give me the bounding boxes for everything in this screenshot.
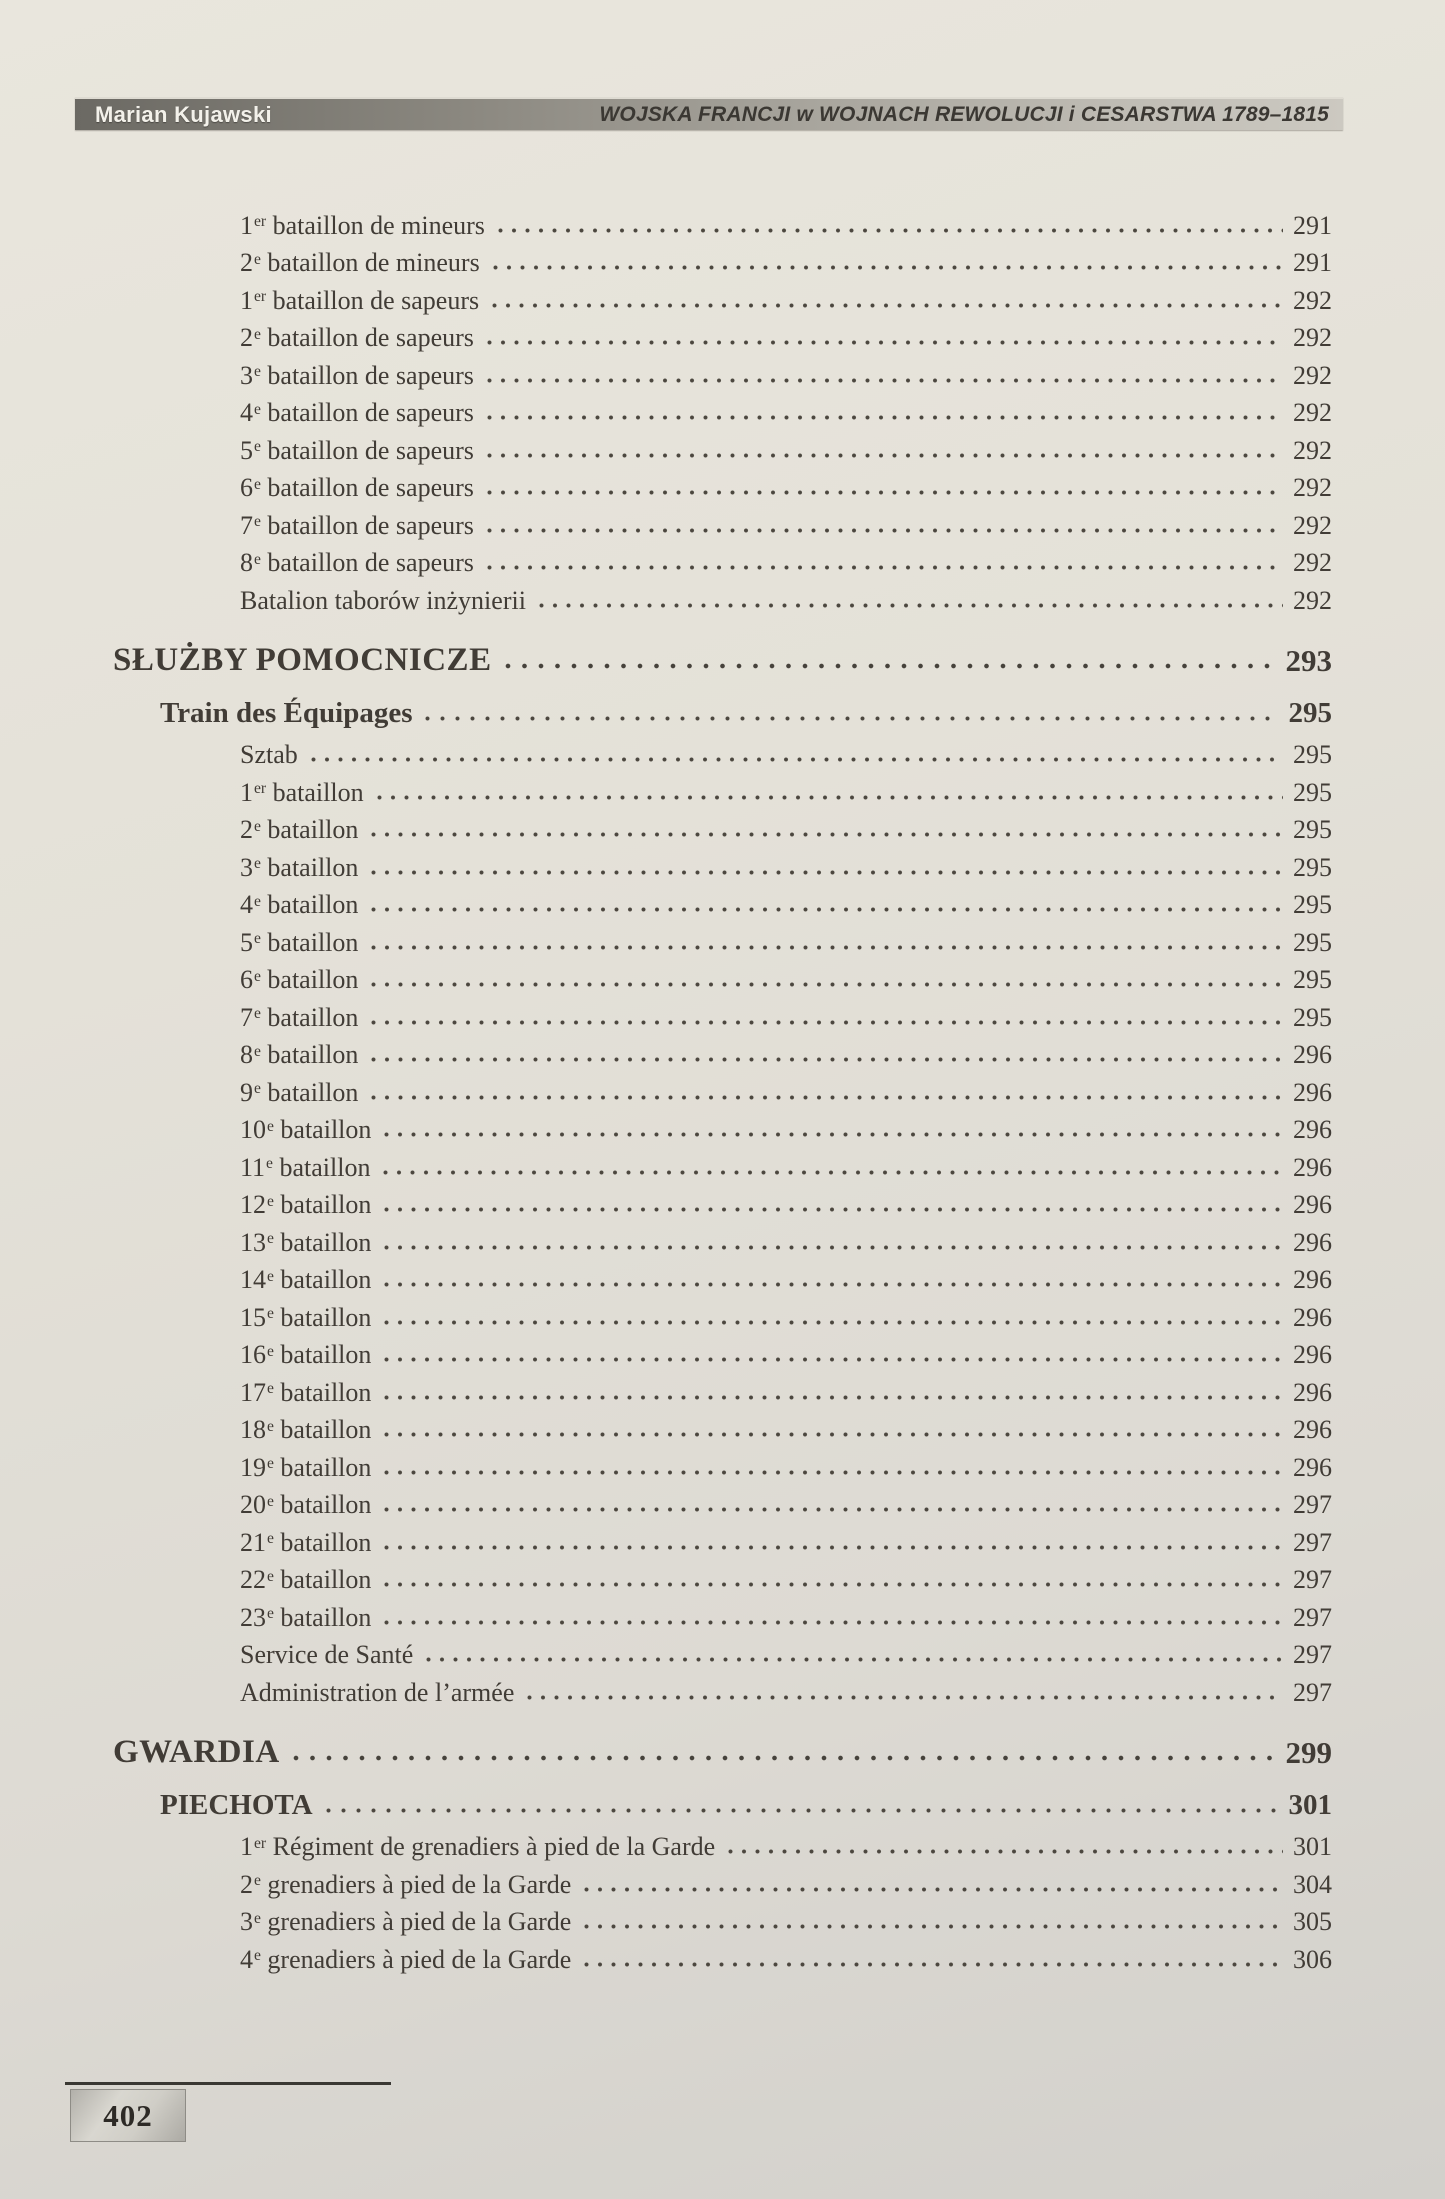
ordinal-superscript: e: [254, 1080, 261, 1098]
toc-entry-label: 5e bataillon: [240, 927, 359, 957]
ordinal-superscript: e: [267, 1192, 274, 1210]
toc-entry-label: 16e bataillon: [240, 1340, 372, 1369]
ordinal-superscript: e: [266, 1155, 273, 1173]
header-book-title: WOJSKA FRANCJI w WOJNACH REWOLUCJI i CESARSTWA 1789–1815: [599, 102, 1329, 126]
dot-leader: [492, 303, 1283, 308]
header-author: Marian Kujawski: [95, 101, 272, 127]
toc-entry-label: 3e bataillon de sapeurs: [240, 360, 474, 390]
toc-entry: [0, 770, 1332, 808]
dot-leader: [293, 1755, 1276, 1761]
dot-leader: [493, 265, 1283, 270]
toc-entry: [0, 1295, 1332, 1333]
dot-leader: [487, 565, 1283, 570]
dot-leader: [505, 663, 1276, 669]
toc-entry: [0, 1670, 1332, 1708]
toc-entry-page: 299: [1285, 1734, 1332, 1770]
dot-leader: [384, 1245, 1283, 1250]
dot-leader: [384, 1545, 1283, 1550]
toc-entry: [0, 1558, 1332, 1596]
toc-entry: [0, 1595, 1332, 1633]
toc-entry-page: 291: [1293, 248, 1332, 277]
dot-leader: [584, 1924, 1283, 1929]
dot-leader: [371, 832, 1283, 837]
ordinal-superscript: er: [254, 780, 267, 798]
dot-leader: [487, 528, 1283, 533]
dot-leader: [383, 1170, 1283, 1175]
ordinal-superscript: e: [267, 1342, 274, 1360]
toc-entry-page: 292: [1293, 585, 1332, 615]
toc-entry-page: 292: [1293, 285, 1332, 315]
dot-leader: [539, 603, 1283, 608]
toc-entry-label: GWARDIA: [113, 1733, 280, 1770]
toc-entry: [0, 1633, 1332, 1671]
dot-leader: [371, 982, 1283, 987]
ordinal-superscript: e: [254, 513, 261, 531]
toc-entry-label: 1er bataillon de sapeurs: [240, 285, 480, 315]
toc-entry-page: 295: [1293, 815, 1332, 844]
dot-leader: [371, 1095, 1283, 1100]
toc-entry: [0, 1900, 1332, 1938]
toc-entry-label: 6e bataillon de sapeurs: [240, 473, 474, 502]
toc-entry: [0, 353, 1332, 391]
dot-leader: [487, 378, 1283, 383]
toc-entry: [0, 1520, 1332, 1558]
toc-entry-page: 296: [1293, 1152, 1332, 1182]
toc-entry: [0, 1070, 1332, 1108]
toc-entry: [0, 1108, 1332, 1146]
toc-entry-page: 292: [1293, 360, 1332, 390]
toc-entry-label: Administration de l’armée: [240, 1677, 515, 1707]
ordinal-superscript: e: [267, 1267, 274, 1285]
dot-leader: [584, 1962, 1283, 1967]
toc-entry: [0, 203, 1332, 241]
toc-entry: [0, 541, 1332, 579]
ordinal-superscript: e: [254, 325, 261, 343]
toc-entry-label: 4e grenadiers à pied de la Garde: [240, 1944, 572, 1974]
dot-leader: [384, 1320, 1283, 1325]
toc-entry: [0, 631, 1332, 679]
toc-entry: [0, 1723, 1332, 1771]
dot-leader: [487, 340, 1283, 345]
toc-entry-label: 17e bataillon: [240, 1377, 372, 1407]
dot-leader: [384, 1357, 1283, 1362]
toc-entry-label: 2e bataillon: [240, 815, 359, 844]
ordinal-superscript: er: [254, 213, 267, 231]
toc-entry-page: 295: [1293, 852, 1332, 882]
toc-entry-label: 9e bataillon: [240, 1077, 359, 1107]
toc-entry-label: 6e bataillon: [240, 965, 359, 994]
toc-entry-page: 297: [1293, 1640, 1332, 1669]
toc-entry-label: 14e bataillon: [240, 1265, 372, 1294]
dot-leader: [377, 795, 1283, 800]
footer-rule: [65, 2082, 391, 2085]
toc-entry-label: 3e bataillon: [240, 852, 359, 882]
toc-entry-label: 7e bataillon de sapeurs: [240, 510, 474, 540]
ordinal-superscript: e: [254, 1005, 261, 1023]
dot-leader: [371, 870, 1283, 875]
toc-entry-page: 297: [1293, 1527, 1332, 1557]
dot-leader: [527, 1695, 1283, 1700]
dot-leader: [425, 716, 1278, 721]
toc-entry-page: 301: [1293, 1832, 1332, 1861]
toc-entry-label: 10e bataillon: [240, 1115, 372, 1144]
toc-entry-label: 5e bataillon de sapeurs: [240, 435, 474, 465]
ordinal-superscript: e: [254, 1909, 261, 1927]
toc-entry: [0, 1937, 1332, 1975]
toc-entry-page: 295: [1288, 696, 1332, 729]
toc-entry: [0, 1778, 1332, 1822]
toc-entry-label: Sztab: [240, 740, 298, 769]
toc-entry-page: 295: [1293, 1002, 1332, 1032]
ordinal-superscript: e: [267, 1230, 274, 1248]
toc-entry-page: 295: [1293, 890, 1332, 919]
toc-entry: [0, 1145, 1332, 1183]
toc-entry-label: Train des Équipages: [160, 696, 413, 729]
dot-leader: [487, 453, 1283, 458]
footer-page-number-box: [70, 2089, 186, 2142]
toc-entry-label: SŁUŻBY POMOCNICZE: [113, 641, 492, 678]
toc-entry-page: 296: [1293, 1265, 1332, 1294]
toc-entry-page: 304: [1293, 1869, 1332, 1899]
ordinal-superscript: e: [254, 438, 261, 456]
toc-entry-label: 8e bataillon de sapeurs: [240, 548, 474, 577]
toc-entry-page: 292: [1293, 398, 1332, 427]
toc-entry-label: Service de Santé: [240, 1640, 414, 1669]
toc-entry-label: 18e bataillon: [240, 1415, 372, 1444]
toc-entry-label: 12e bataillon: [240, 1190, 372, 1219]
dot-leader: [487, 415, 1283, 420]
toc-entry-label: 1er bataillon de mineurs: [240, 210, 485, 240]
toc-entry-page: 291: [1293, 210, 1332, 240]
ordinal-superscript: e: [254, 475, 261, 493]
dot-leader: [384, 1582, 1283, 1587]
toc-entry-page: 292: [1293, 510, 1332, 540]
ordinal-superscript: e: [254, 930, 261, 948]
toc-entry-label: 22e bataillon: [240, 1565, 372, 1594]
toc-entry-label: 2e bataillon de sapeurs: [240, 323, 474, 352]
toc-entry-page: 292: [1293, 435, 1332, 465]
toc-entry-page: 297: [1293, 1602, 1332, 1632]
toc-entry-label: 1er bataillon: [240, 777, 364, 807]
toc-entry-label: 20e bataillon: [240, 1490, 372, 1519]
ordinal-superscript: er: [254, 288, 267, 306]
toc-entry-page: 296: [1293, 1415, 1332, 1444]
toc-entry: [0, 1445, 1332, 1483]
toc-entry-label: 4e bataillon: [240, 890, 359, 919]
toc-entry: [0, 1333, 1332, 1371]
toc-entry: [0, 428, 1332, 466]
ordinal-superscript: e: [254, 1872, 261, 1890]
toc-entry-page: 295: [1293, 965, 1332, 994]
toc-entry-label: 2e bataillon de mineurs: [240, 248, 480, 277]
ordinal-superscript: e: [267, 1305, 274, 1323]
ordinal-superscript: e: [254, 1042, 261, 1060]
ordinal-superscript: e: [267, 1417, 274, 1435]
toc-entry-label: 4e bataillon de sapeurs: [240, 398, 474, 427]
footer-page-number: 402: [103, 2097, 153, 2133]
toc-entry: [0, 958, 1332, 996]
toc-entry-label: Batalion taborów inżynierii: [240, 585, 526, 615]
toc-entry-page: 297: [1293, 1565, 1332, 1594]
toc-entry-page: 296: [1293, 1377, 1332, 1407]
toc-entry: [0, 578, 1332, 616]
toc-entry: [0, 391, 1332, 429]
toc-entry: [0, 503, 1332, 541]
toc-entry: [0, 920, 1332, 958]
dot-leader: [384, 1470, 1283, 1475]
toc-entry-page: 296: [1293, 1302, 1332, 1332]
ordinal-superscript: e: [254, 855, 261, 873]
toc-entry: [0, 278, 1332, 316]
dot-leader: [384, 1620, 1283, 1625]
toc-entry-label: 3e grenadiers à pied de la Garde: [240, 1907, 572, 1936]
ordinal-superscript: e: [254, 363, 261, 381]
ordinal-superscript: e: [267, 1117, 274, 1135]
toc-entry-page: 296: [1293, 1340, 1332, 1369]
dot-leader: [487, 490, 1283, 495]
toc-entry: [0, 316, 1332, 354]
toc-entry: [0, 241, 1332, 279]
toc-entry: [0, 1033, 1332, 1071]
ordinal-superscript: e: [267, 1530, 274, 1548]
toc-entry-page: 296: [1293, 1040, 1332, 1069]
toc-entry-page: 296: [1293, 1115, 1332, 1144]
dot-leader: [384, 1207, 1283, 1212]
dot-leader: [584, 1887, 1283, 1892]
toc-entry: [0, 995, 1332, 1033]
ordinal-superscript: e: [254, 892, 261, 910]
toc-entry-page: 297: [1293, 1677, 1332, 1707]
toc-entry: [0, 1258, 1332, 1296]
toc-entry-label: 8e bataillon: [240, 1040, 359, 1069]
toc-entry-label: 13e bataillon: [240, 1227, 372, 1257]
dot-leader: [384, 1132, 1283, 1137]
ordinal-superscript: e: [254, 817, 261, 835]
dot-leader: [326, 1808, 1279, 1813]
toc-entry-page: 295: [1293, 740, 1332, 769]
toc-entry: [0, 1862, 1332, 1900]
toc-entry: [0, 1370, 1332, 1408]
toc-entry-page: 296: [1293, 1227, 1332, 1257]
toc-entry-page: 301: [1288, 1788, 1332, 1821]
dot-leader: [384, 1432, 1283, 1437]
ordinal-superscript: e: [254, 250, 261, 268]
ordinal-superscript: e: [267, 1605, 274, 1623]
toc-entry: [0, 883, 1332, 921]
ordinal-superscript: e: [267, 1567, 274, 1585]
toc-entry-page: 296: [1293, 1452, 1332, 1482]
ordinal-superscript: e: [267, 1492, 274, 1510]
toc-entry-label: 15e bataillon: [240, 1302, 372, 1332]
toc-entry-label: 1er Régiment de grenadiers à pied de la Garde: [240, 1832, 716, 1861]
ordinal-superscript: e: [254, 967, 261, 985]
toc-entry-page: 296: [1293, 1190, 1332, 1219]
page-header-bar: [75, 97, 1343, 130]
toc-entry-label: 7e bataillon: [240, 1002, 359, 1032]
toc-entry: [0, 1220, 1332, 1258]
toc-entry: [0, 733, 1332, 771]
toc-entry-label: 11e bataillon: [240, 1152, 371, 1182]
toc-entry-page: 292: [1293, 323, 1332, 352]
dot-leader: [371, 1057, 1283, 1062]
toc-entry: [0, 808, 1332, 846]
toc-entry-page: 292: [1293, 473, 1332, 502]
dot-leader: [371, 945, 1283, 950]
dot-leader: [371, 1020, 1283, 1025]
toc-entry-page: 305: [1293, 1907, 1332, 1936]
toc-entry-page: 296: [1293, 1077, 1332, 1107]
toc-entry-page: 295: [1293, 927, 1332, 957]
toc-entry: [0, 1483, 1332, 1521]
toc-entry-page: 292: [1293, 548, 1332, 577]
toc-entry-label: PIECHOTA: [160, 1788, 313, 1821]
ordinal-superscript: e: [267, 1380, 274, 1398]
toc-entry-page: 306: [1293, 1944, 1332, 1974]
toc-entry: [0, 1183, 1332, 1221]
ordinal-superscript: er: [254, 1834, 267, 1852]
dot-leader: [498, 228, 1283, 233]
toc-entry-page: 295: [1293, 777, 1332, 807]
dot-leader: [728, 1849, 1283, 1854]
toc-entry: [0, 845, 1332, 883]
toc-entry-page: 297: [1293, 1490, 1332, 1519]
toc-entry-label: 21e bataillon: [240, 1527, 372, 1557]
toc-entry: [0, 686, 1332, 730]
ordinal-superscript: e: [267, 1455, 274, 1473]
ordinal-superscript: e: [254, 550, 261, 568]
toc-entry-label: 2e grenadiers à pied de la Garde: [240, 1869, 572, 1899]
ordinal-superscript: e: [254, 400, 261, 418]
toc-entry-page: 293: [1285, 642, 1332, 678]
toc-entry-label: 23e bataillon: [240, 1602, 372, 1632]
toc-list: [0, 203, 1332, 1975]
dot-leader: [311, 757, 1283, 762]
toc-entry: [0, 1825, 1332, 1863]
dot-leader: [384, 1282, 1283, 1287]
ordinal-superscript: e: [254, 1947, 261, 1965]
dot-leader: [426, 1657, 1283, 1662]
toc-entry: [0, 1408, 1332, 1446]
dot-leader: [371, 907, 1283, 912]
toc-entry: [0, 466, 1332, 504]
dot-leader: [384, 1507, 1283, 1512]
toc-entry-label: 19e bataillon: [240, 1452, 372, 1482]
dot-leader: [384, 1395, 1283, 1400]
